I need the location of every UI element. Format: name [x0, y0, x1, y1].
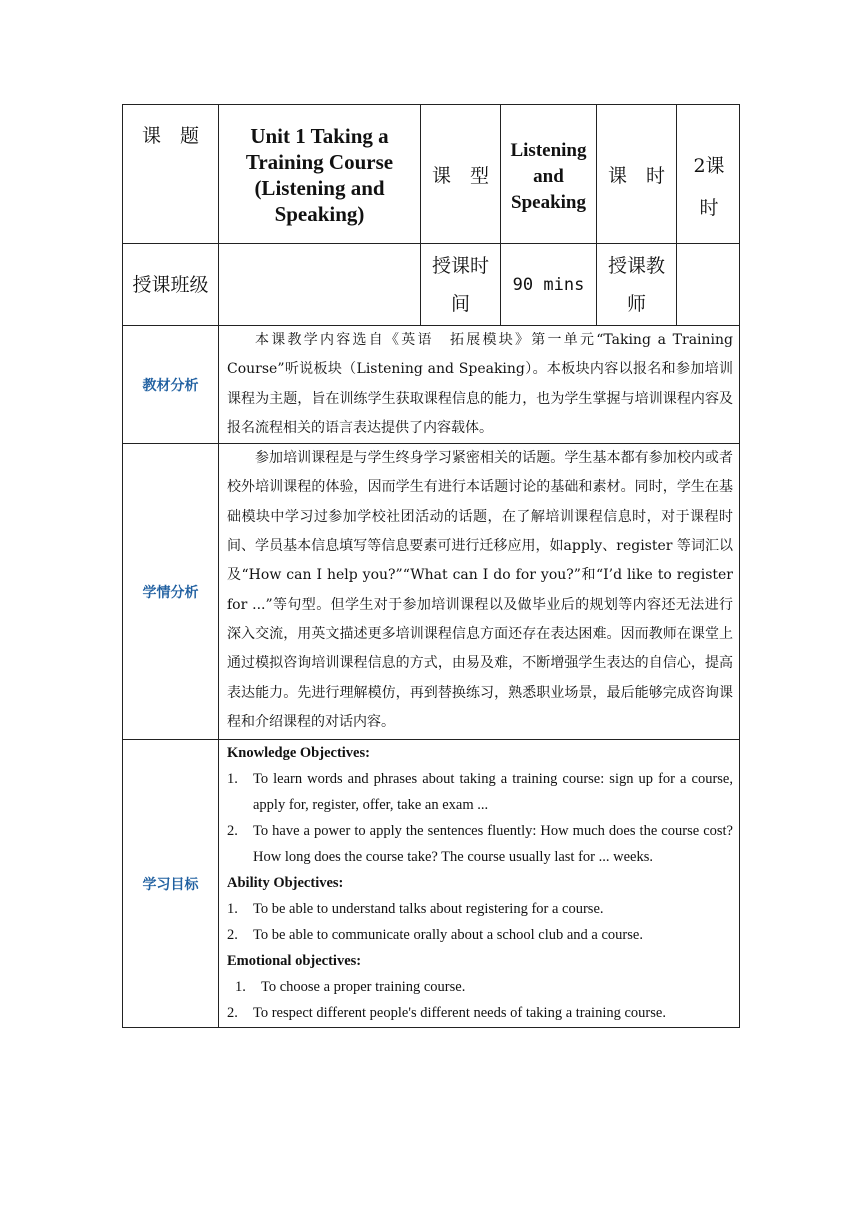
item-number: 2. [227, 927, 238, 944]
time-label: 授课时间 [421, 244, 501, 326]
item-text: To respect different people's different needs of taking a training course. [253, 1005, 666, 1022]
objectives-label: 学习目标 [123, 740, 219, 1028]
type-value-cell [501, 105, 597, 244]
item-text: To be able to understand talks about registering for a course. [253, 901, 604, 918]
material-cell [219, 326, 740, 444]
item-number: 1. [227, 771, 238, 788]
objectives-cell [219, 740, 740, 1028]
lesson-plan-table [122, 104, 740, 1028]
teacher-label: 授课教师 [597, 244, 677, 326]
learner-cell [219, 444, 740, 740]
learner-text: 参加培训课程是与学生终身学习紧密相关的话题。学生基本都有参加校内或者校外培训课程的体验，因而学生有进行本话题讨论的基础和素材。同时，学生在基础模块中学习过参加学校社团活动的话题，在了解培训课程信息时，对于课程时间、学员基本信息填写等信息要素可进行迁移应用，如apply、register 等词汇以及“How can I help you?”“What can I do for you?”和“I’d like to register for ...”等句型。但学生对于参加培训课程以及做毕业后的规划等内容还无法进行深入交流，用英文描述更多培训课程信息方面还存在表达困难。因而教师在课堂上通过模拟咨询培训课程信息的方式，由易及难，不断增强学生表达的自信心，提高表达能力。先进行理解模仿，再到替换练习，熟悉职业场景，最后能够完成咨询课程和介绍课程的对话内容。 [227, 450, 733, 730]
type-value: Listening and Speaking [510, 140, 587, 213]
class-row [123, 244, 740, 326]
item-number: 1. [227, 901, 238, 918]
topic-label: 课 题 [123, 105, 219, 244]
time-value: 90 mins [501, 244, 597, 326]
item-number: 2. [227, 823, 238, 840]
item-text: To learn words and phrases about taking a training course: sign up for a course, apply for, register, offer, take an exam ... [253, 771, 733, 814]
item-text: To have a power to apply the sentences fluently: How much does the course cost? How long does the course take? The course usually last for ... weeks. [253, 823, 733, 866]
class-value [219, 244, 421, 326]
list-item [227, 766, 733, 818]
knowledge-heading: Knowledge Objectives: [227, 745, 370, 762]
material-text: 本课教学内容选自《英语 拓展模块》第一单元“Taking a Training Course”听说板块（Listening and Speaking）。本板块内容以报名和参加培训课程为主题，旨在训练学生获取课程信息的能力，也为学生掌握与培训课程内容及报名流程相关的语言表达提供了内容载体。 [227, 332, 733, 436]
item-text: To choose a proper training course. [261, 979, 466, 996]
list-item [227, 1000, 733, 1026]
learner-label: 学情分析 [123, 444, 219, 740]
item-number: 1. [235, 979, 246, 996]
hours-value: 2课时 [677, 105, 740, 244]
material-row [123, 326, 740, 444]
ability-heading: Ability Objectives: [227, 875, 344, 892]
list-item [227, 974, 733, 1000]
objectives-row [123, 740, 740, 1028]
list-item [227, 922, 733, 948]
item-number: 2. [227, 1005, 238, 1022]
topic-value-cell [219, 105, 421, 244]
topic-value: Unit 1 Taking a Training Course (Listening and Speaking) [245, 124, 394, 226]
type-label: 课 型 [421, 105, 501, 244]
emotional-heading: Emotional objectives: [227, 953, 362, 970]
material-label: 教材分析 [123, 326, 219, 444]
list-item [227, 818, 733, 870]
objectives-list [219, 740, 739, 1026]
class-label: 授课班级 [123, 244, 219, 326]
item-text: To be able to communicate orally about a school club and a course. [253, 927, 643, 944]
list-item [227, 896, 733, 922]
teacher-value [677, 244, 740, 326]
hours-label: 课 时 [597, 105, 677, 244]
topic-row [123, 105, 740, 244]
learner-row [123, 444, 740, 740]
